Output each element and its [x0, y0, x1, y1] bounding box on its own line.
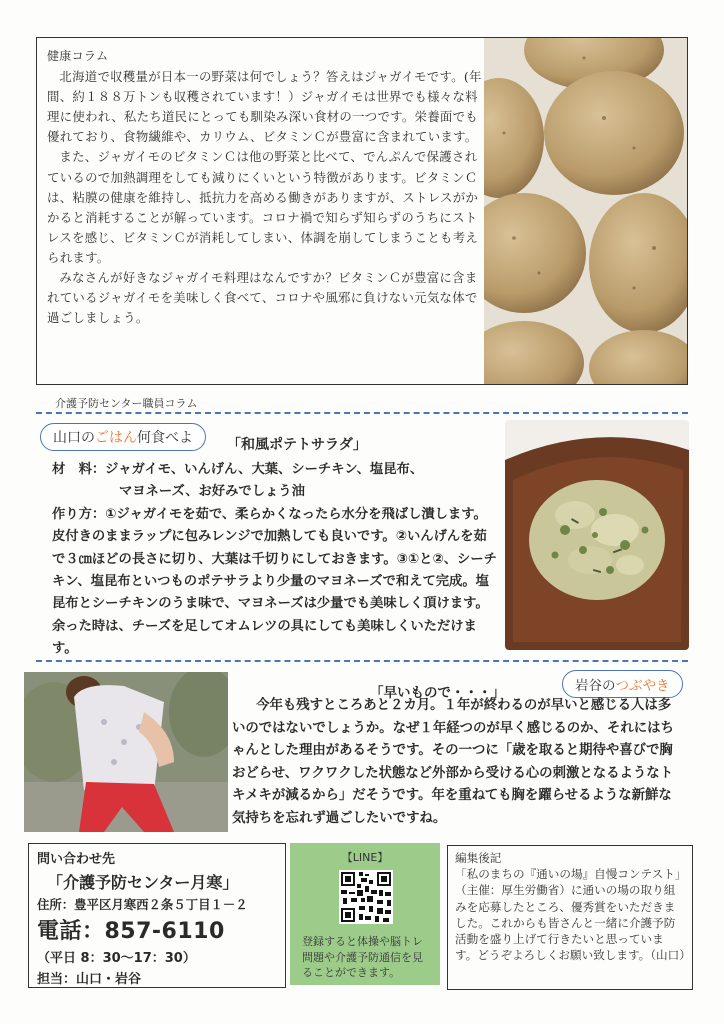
- health-column-box: [36, 37, 688, 385]
- editor-note-body: 「私のまちの『通いの場』自慢コンテスト」（主催：厚生労働省）に通いの場の取り組みを応募したところ、優秀賞をいただきました。これからも皆さんと一緒に介護予防活動を盛り上げて行きたいと思っています。どうぞよろしくお願い致します。（山口）: [455, 867, 691, 963]
- tsubuyaki-body: [232, 695, 682, 831]
- tsubuyaki-badge-prefix: 岩谷の: [575, 678, 616, 694]
- staff-column-heading: 介護予防センター職員コラム: [55, 397, 198, 410]
- tsubuyaki-text: 今年も残すところあと２カ月。１年が終わるのが早いと感じる人は多いのではないでしょうか。なぜ１年経つのが早く感じるのか、それにはちゃんとした理由があるそうです。その一つに「歳を取ると期待や喜びで胸おどらせ、ワクワクした状態など外部から受ける心の刺激となるようなトキメキが減るから」だそうです。年を重ねても胸を躍らせるような新鮮な気持ちを忘れず過ごしたいですね。: [232, 698, 674, 826]
- editor-note-title: 編集後記: [455, 851, 502, 865]
- editor-note-box: [447, 845, 693, 990]
- health-column-title: 健康コラム: [47, 49, 109, 63]
- contact-box: [28, 843, 286, 988]
- recipe-badge-suffix: 何食べよ: [137, 430, 193, 446]
- health-paragraph-2: また、ジャガイモのビタミンＣは他の野菜と比べて、でんぷんで保護されているので加熱調理をしても減りにくいという特徴があります。ビタミンＣは、粘膜の健康を維持し、抵抗力を高める働きがありますが、ストレスがかかると消耗することが解っています。コロナ禍で知らず知らずのうちにストレスを感じ、ビタミンＣが消耗してしまい、体調を崩してしまうことも考えられます。: [47, 149, 479, 265]
- tsubuyaki-title: 「早いもので・・・」: [370, 685, 505, 701]
- contact-hours: （平日 8：30～17：30）: [37, 951, 196, 966]
- dashed-divider: [36, 660, 688, 662]
- health-column-text: [47, 46, 487, 328]
- contact-org: 「介護予防センター月寒」: [47, 873, 239, 892]
- recipe-badge: [40, 423, 206, 451]
- contact-address: 住所：豊平区月寒西２条５丁目１－２: [37, 897, 248, 912]
- line-label: 【LINE】: [341, 851, 389, 864]
- line-box: [290, 843, 440, 985]
- recipe-method: 作り方：①ジャガイモを茹で、柔らかくなったら水分を飛ばし潰します。皮付きのままラップに包みレンジで加熱しても良いです。②いんげんを茹で３㎝ほどの長さに切り、大葉は千切りにしておきます。③①と②、シーチキン、塩昆布といつものポテサラより少量のマヨネーズで和えて完成。塩昆布とシーチキンのうま味で、マヨネーズは少量でも美味しく頂けます。余った時は、チーズを足してオムレツの具にしても美味しくいただけます。: [52, 506, 497, 657]
- health-paragraph-1: 北海道で収穫量が日本一の野菜は何でしょう？答えはジャガイモです。(年間、約１８８万トンも収穫されています！）ジャガイモは世界でも様々な料理に使われ、私たち道民にとっても馴染み深い食材の一つです。栄養面でも優れており、食物繊維や、カリウム、ビタミンＣが豊富に含まれています。: [47, 69, 482, 145]
- recipe-badge-prefix: 山口の: [53, 430, 95, 446]
- qr-code-icon[interactable]: [339, 870, 393, 924]
- recipe-body: [52, 459, 500, 661]
- health-paragraph-3: みなさんが好きなジャガイモ料理はなんですか？ビタミンＣが豊富に含まれているジャガイモを美味しく食べて、コロナや風邪に負けない元気な体で過ごしましょう。: [47, 270, 478, 326]
- contact-phone: 電話：857-6110: [37, 919, 225, 944]
- child-walking-photo: [24, 672, 228, 832]
- recipe-ingredients-line-1: 材 料：ジャガイモ、いんげん、大葉、シーチキン、塩昆布、: [52, 462, 424, 477]
- recipe-title: 「和風ポテトサラダ」: [227, 437, 367, 453]
- potato-salad-photo: [505, 420, 689, 650]
- contact-staff: 担当：山口・岩谷: [37, 972, 142, 987]
- recipe-ingredients-line-2: マヨネーズ、お好みでしょう油: [119, 484, 305, 500]
- tsubuyaki-badge: [562, 670, 683, 698]
- line-note: 登録すると体操や脳トレ問題や介護予防通信を見ることができます。: [302, 935, 423, 979]
- dashed-divider: [36, 412, 688, 414]
- tsubuyaki-badge-accent: つぶやき: [615, 678, 670, 694]
- contact-label: 問い合わせ先: [37, 852, 116, 867]
- potato-photo: [484, 38, 687, 384]
- recipe-badge-accent: ごはん: [95, 430, 137, 446]
